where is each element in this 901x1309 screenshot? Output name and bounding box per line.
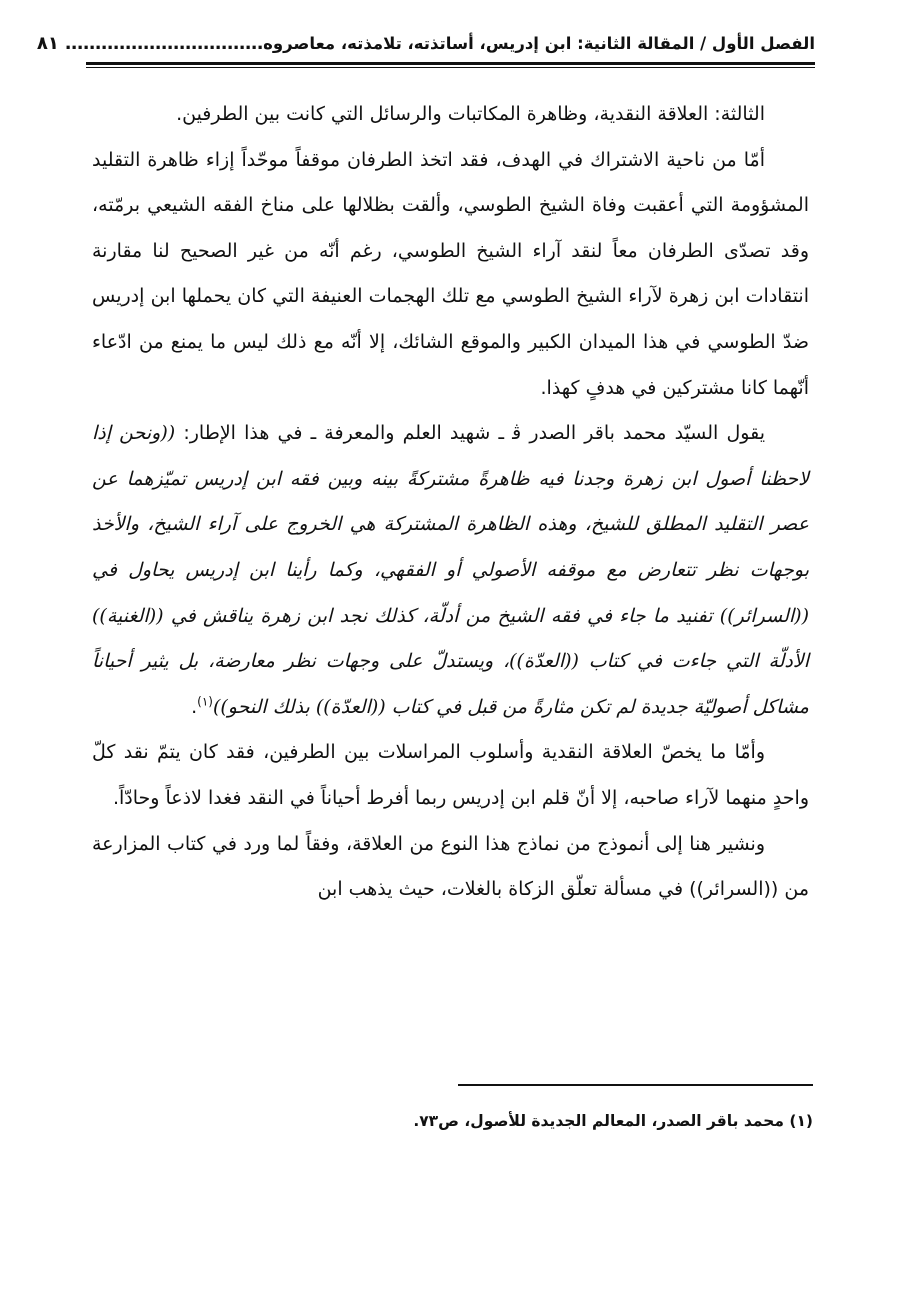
header-rule-thin <box>86 67 815 68</box>
page-number-group <box>37 33 263 54</box>
paragraph-5: ونشير هنا إلى أنموذج من نماذج هذا النوع من العلاقة، وفقاً لما ورد في كتاب المزارعة من ((السرائر)) في مسألة تعلّق الزكاة بالغلات، حيث يذهب ابن <box>92 832 809 901</box>
paragraph-4: وأمّا ما يخصّ العلاقة النقدية وأسلوب المراسلات بين الطرفين، فقد كان يتمّ نقد كلّ واحدٍ منهما لآراء صاحبه، إلا أنّ قلم ابن إدريس ربما أفرط أحياناً في النقد فغدا لاذعاً وحادّاً. <box>92 741 809 809</box>
quote-end: . <box>191 695 198 718</box>
main-text <box>92 92 809 913</box>
running-title: الفصل الأول / المقالة الثانية: ابن إدريس، أساتذته، تلامذته، معاصروه <box>263 33 815 53</box>
quoted-passage: ((ونحن إذا لاحظنا أصول ابن زهرة وجدنا فيه ظاهرةً مشتركةً بينه وبين فقه ابن إدريس تميّزهما عن عصر التقليد المطلق للشيخ، وهذه الظاهرة المشتركة هي الخروج على آراء الشيخ، والأخذ بوجهات نظر تتعارض مع موقفه الأصولي أو الفقهي، وكما رأينا ابن إدريس يحاول في ((السرائر)) تفنيد ما جاء في فقه الشيخ من أدلّة، كذلك نجد ابن زهرة يناقش في ((الغنية)) الأدلّة التي جاءت في كتاب ((العدّة))، ويستدلّ على وجهات نظر معارضة، بل يثير أحياناً مشاكل أصوليّة جديدة لم تكن مثارةً من قبل في كتاب ((العدّة)) بذلك النحو)) <box>92 422 809 718</box>
paragraph-1: الثالثة: العلاقة النقدية، وظاهرة المكاتبات والرسائل التي كانت بين الطرفين. <box>176 103 765 125</box>
header-rule-thick <box>86 62 815 65</box>
quote-intro: يقول السيّد محمد باقر الصدر ﭬ ـ شهيد العلم والمعرفة ـ في هذا الإطار: <box>183 422 765 445</box>
paragraph-3 <box>92 411 809 730</box>
page-number: ٨١ <box>36 32 59 54</box>
footnote: (١) محمد باقر الصدر، المعالم الجديدة للأصول، ص٧٣. <box>413 1112 813 1130</box>
leader-dots: …………………………… <box>65 32 264 54</box>
footnote-reference: (١) <box>197 694 213 709</box>
paragraph-2: أمّا من ناحية الاشتراك في الهدف، فقد اتخذ الطرفان موقفاً موحّداً إزاء ظاهرة التقليد المشؤومة التي أعقبت وفاة الشيخ الطوسي، وألقت بظلالها على مناخ الفقه الشيعي برمّته، وقد تصدّى الطرفان معاً لنقد آراء الشيخ الطوسي، رغم أنّه من غير الصحيح لنا مقارنة انتقادات ابن زهرة لآراء الشيخ الطوسي مع تلك الهجمات العنيفة التي كان يحملها ابن إدريس ضدّ الطوسي في هذا الميدان الكبير والموقع الشائك، إلا أنّه مع ذلك ليس ما يمنع من ادّعاء أنّهما كانا مشتركين في هدفٍ كهذا. <box>92 148 809 399</box>
footnote-separator <box>458 1084 813 1086</box>
running-header <box>36 28 815 58</box>
